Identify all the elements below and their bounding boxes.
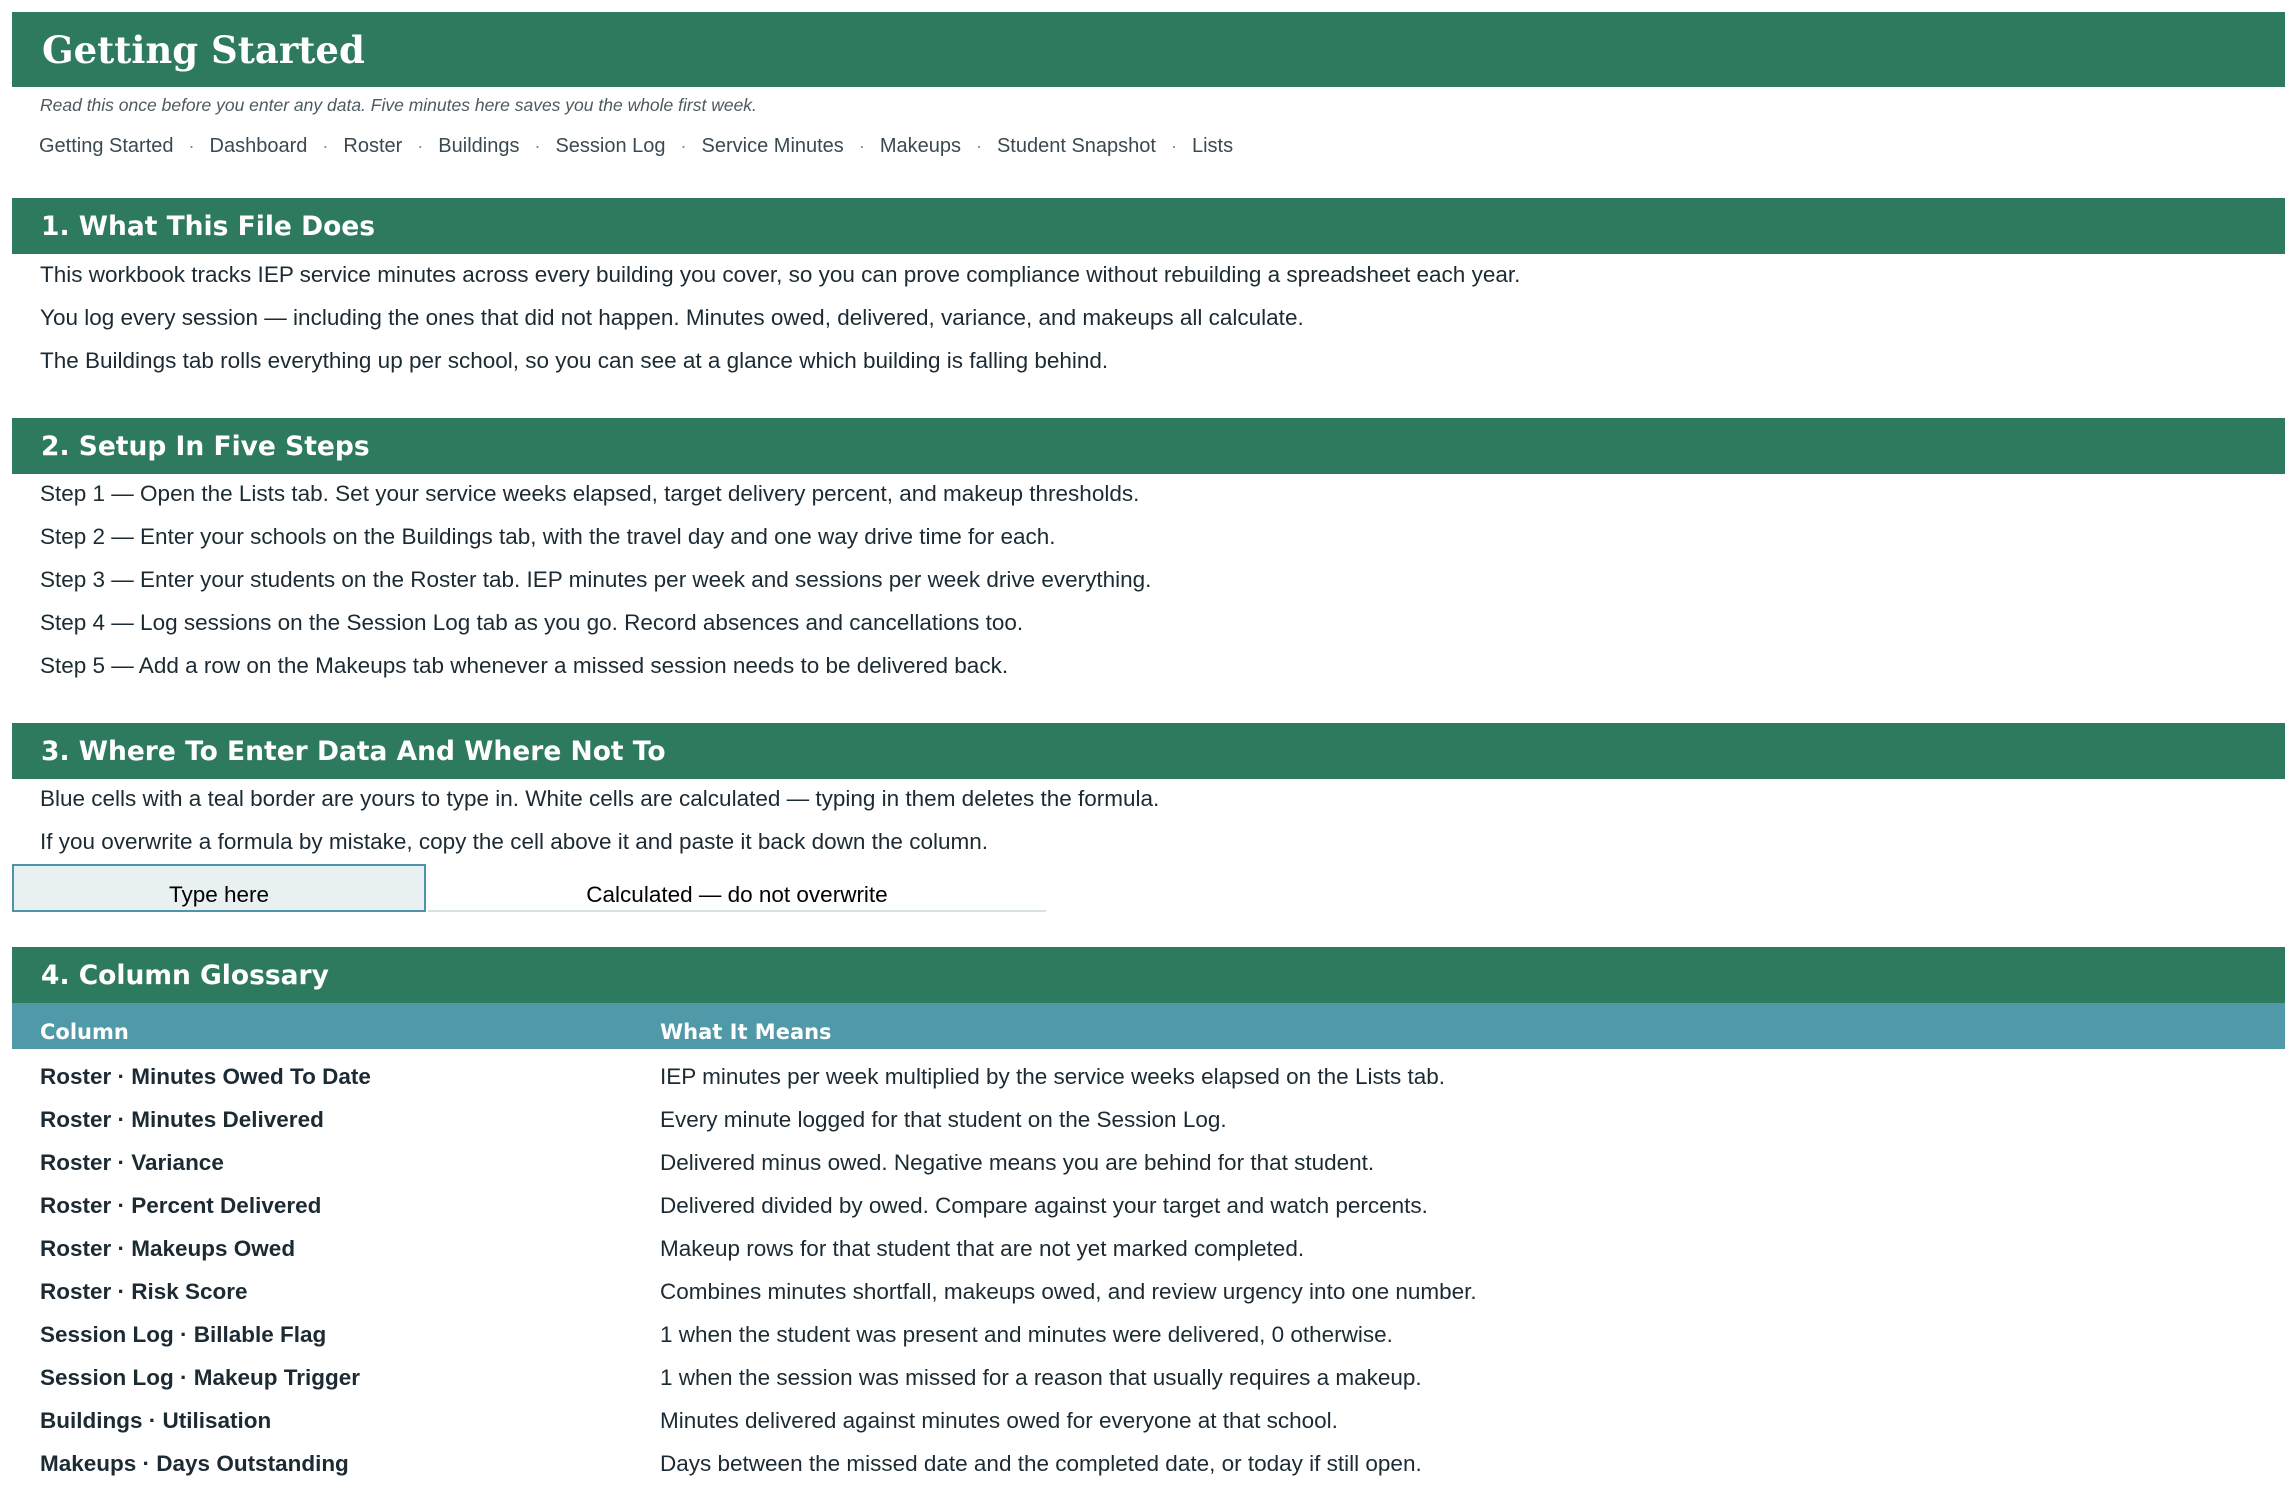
- setup-step-1: Step 1 — Open the Lists tab. Set your service weeks elapsed, target delivery percent, and makeup thresholds.: [40, 481, 1140, 506]
- glossary-row-meaning: Every minute logged for that student on the Session Log.: [660, 1107, 1227, 1132]
- example-calculated-cell: Calculated — do not overwrite: [428, 864, 1046, 912]
- glossary-row-column: Session Log · Billable Flag: [40, 1322, 327, 1347]
- nav-separator: ·: [975, 136, 982, 156]
- glossary-row-meaning: 1 when the student was present and minutes were delivered, 0 otherwise.: [660, 1322, 1393, 1347]
- glossary-row-meaning: Makeup rows for that student that are not yet marked completed.: [660, 1236, 1305, 1261]
- glossary-row-column: Roster · Risk Score: [40, 1279, 248, 1304]
- glossary-row-column: Roster · Percent Delivered: [40, 1193, 322, 1218]
- glossary-row-meaning: IEP minutes per week multiplied by the service weeks elapsed on the Lists tab.: [660, 1064, 1445, 1089]
- nav-link-buildings[interactable]: Buildings: [438, 135, 520, 157]
- glossary-row-column: Roster · Minutes Owed To Date: [40, 1064, 371, 1089]
- glossary-row-column: Roster · Minutes Delivered: [40, 1107, 324, 1132]
- nav-link-service-minutes[interactable]: Service Minutes: [701, 135, 844, 157]
- page-title: Getting Started: [12, 12, 2285, 87]
- section3-line: If you overwrite a formula by mistake, copy the cell above it and paste it back down the column.: [40, 829, 988, 854]
- section3-line: Blue cells with a teal border are yours to type in. White cells are calculated — typing in them deletes the formula.: [40, 786, 1160, 811]
- glossary-column-header: Column: [40, 1020, 129, 1044]
- section1-line: The Buildings tab rolls everything up per school, so you can see at a glance which building is falling behind.: [40, 348, 1109, 373]
- nav-separator: ·: [680, 136, 687, 156]
- nav-link-lists[interactable]: Lists: [1191, 135, 1234, 157]
- setup-step-2: Step 2 — Enter your schools on the Buildings tab, with the travel day and one way drive time for each.: [40, 524, 1056, 549]
- nav-separator: ·: [322, 136, 329, 156]
- glossary-row-meaning: Combines minutes shortfall, makeups owed, and review urgency into one number.: [660, 1279, 1477, 1304]
- section1-line: You log every session — including the ones that did not happen. Minutes owed, delivered, variance, and makeups all calculate.: [40, 305, 1304, 330]
- glossary-row-meaning: Delivered minus owed. Negative means you are behind for that student.: [660, 1150, 1375, 1175]
- section-heading-setup-steps: 2. Setup In Five Steps: [12, 418, 2285, 474]
- glossary-row-column: Session Log · Makeup Trigger: [40, 1365, 361, 1390]
- nav-separator: ·: [188, 136, 195, 156]
- section-heading-what-this-file-does: 1. What This File Does: [12, 198, 2285, 254]
- nav-link-roster[interactable]: Roster: [343, 135, 403, 157]
- setup-step-4: Step 4 — Log sessions on the Session Log tab as you go. Record absences and cancellations too.: [40, 610, 1024, 635]
- example-input-cell[interactable]: Type here: [12, 864, 426, 912]
- nav-link-dashboard[interactable]: Dashboard: [209, 135, 308, 157]
- glossary-row-column: Roster · Makeups Owed: [40, 1236, 296, 1261]
- sheet-navigation: [39, 135, 1233, 158]
- page-subtitle: Read this once before you enter any data. Five minutes here saves you the whole first week.: [40, 95, 757, 115]
- nav-link-getting-started[interactable]: Getting Started: [39, 135, 174, 157]
- glossary-row-column: Buildings · Utilisation: [40, 1408, 272, 1433]
- glossary-row-meaning: 1 when the session was missed for a reason that usually requires a makeup.: [660, 1365, 1422, 1390]
- section1-line: This workbook tracks IEP service minutes across every building you cover, so you can prove compliance without rebuilding a spreadsheet each year.: [40, 262, 1521, 287]
- glossary-row-meaning: Delivered divided by owed. Compare against your target and watch percents.: [660, 1193, 1428, 1218]
- nav-separator: ·: [1170, 136, 1177, 156]
- nav-link-student-snapshot[interactable]: Student Snapshot: [996, 135, 1156, 157]
- nav-link-makeups[interactable]: Makeups: [879, 135, 961, 157]
- glossary-row-column: Roster · Variance: [40, 1150, 224, 1175]
- glossary-row-meaning: Minutes delivered against minutes owed for everyone at that school.: [660, 1408, 1338, 1433]
- section-heading-where-to-enter-data: 3. Where To Enter Data And Where Not To: [12, 723, 2285, 779]
- nav-separator: ·: [534, 136, 541, 156]
- section-heading-column-glossary: 4. Column Glossary: [12, 947, 2285, 1003]
- nav-separator: ·: [858, 136, 865, 156]
- glossary-row-meaning: Days between the missed date and the completed date, or today if still open.: [660, 1451, 1422, 1476]
- nav-link-session-log[interactable]: Session Log: [555, 135, 666, 157]
- setup-step-5: Step 5 — Add a row on the Makeups tab whenever a missed session needs to be delivered back.: [40, 653, 1009, 678]
- nav-separator: ·: [417, 136, 424, 156]
- glossary-row-column: Makeups · Days Outstanding: [40, 1451, 349, 1476]
- glossary-table-header: [12, 1003, 2285, 1049]
- setup-step-3: Step 3 — Enter your students on the Roster tab. IEP minutes per week and sessions per week drive everything.: [40, 567, 1152, 592]
- glossary-meaning-header: What It Means: [660, 1020, 832, 1044]
